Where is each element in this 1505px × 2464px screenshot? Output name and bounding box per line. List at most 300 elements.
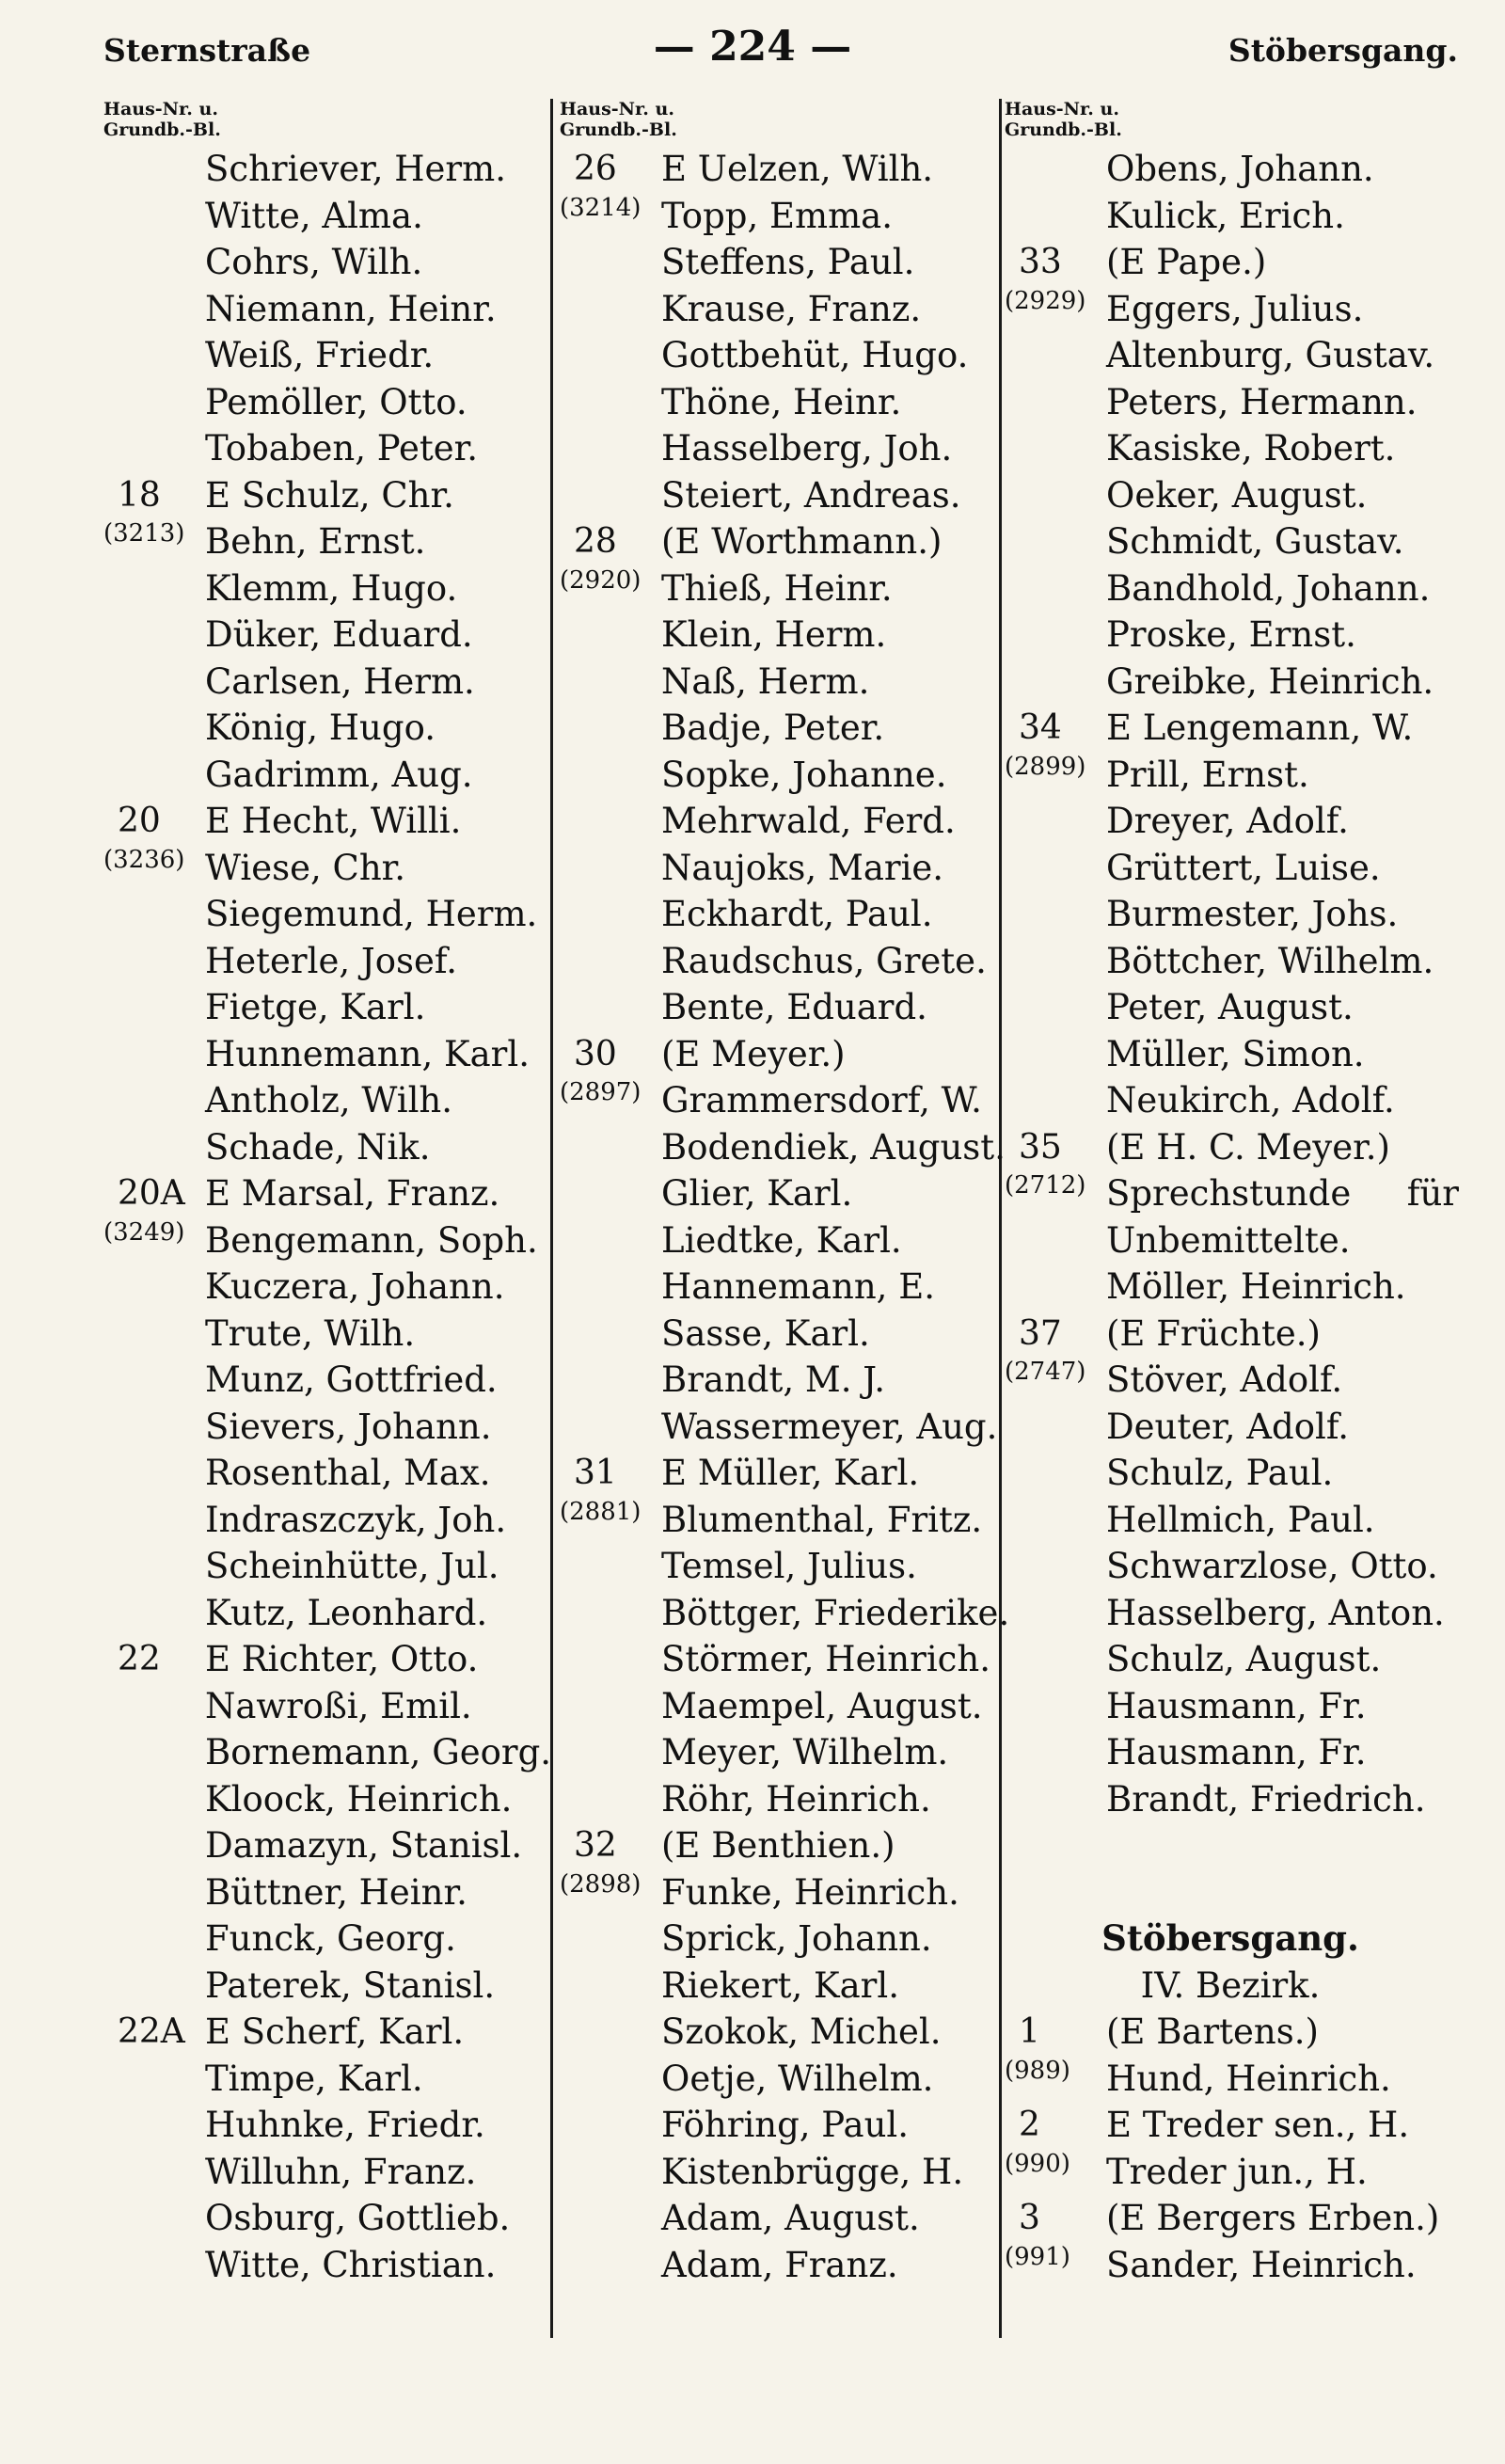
house-number: 30 xyxy=(574,1034,617,1073)
resident-name: Nawroßi, Emil. xyxy=(205,1685,472,1726)
directory-entry xyxy=(103,1264,555,1311)
register-number: (2920) xyxy=(560,565,642,595)
resident-name: E Uelzen, Wilh. xyxy=(661,149,934,189)
directory-entry xyxy=(1005,146,1475,193)
resident-name: Adam, Franz. xyxy=(661,2244,898,2285)
resident-name: Hausmann, Fr. xyxy=(1106,1685,1367,1726)
directory-entry xyxy=(560,845,1011,892)
directory-entry xyxy=(103,2009,555,2056)
resident-name: Meyer, Wilhelm. xyxy=(661,1732,949,1772)
directory-entry xyxy=(560,1683,1011,1730)
directory-entry xyxy=(103,332,555,379)
resident-name: Böttger, Friederike. xyxy=(661,1592,1010,1633)
resident-name: Düker, Eduard. xyxy=(205,614,473,655)
directory-entry xyxy=(103,1077,555,1124)
directory-entry xyxy=(1005,984,1475,1031)
house-number: 31 xyxy=(574,1454,617,1492)
resident-name: Indraszczyk, Joh. xyxy=(205,1499,507,1540)
resident-name: König, Hugo. xyxy=(205,707,436,748)
resident-name: Paterek, Stanisl. xyxy=(205,1964,496,2006)
district-heading xyxy=(1005,1963,1475,2010)
resident-name: Pemöller, Otto. xyxy=(205,381,467,422)
resident-name: Klein, Herm. xyxy=(661,614,887,655)
resident-name: Krause, Franz. xyxy=(661,288,922,329)
resident-name: Kistenbrügge, H. xyxy=(661,2151,964,2192)
directory-entry xyxy=(103,1916,555,1963)
directory-entry xyxy=(1005,2149,1475,2196)
column-header-line1: Haus-Nr. u. xyxy=(560,99,674,119)
resident-name: Szokok, Michel. xyxy=(661,2011,942,2052)
resident-name: Kulick, Erich. xyxy=(1106,195,1345,236)
header-street-start: Sternstraße xyxy=(103,32,311,69)
resident-name: Schade, Nik. xyxy=(205,1126,431,1168)
resident-name: Bodendiek, August. xyxy=(661,1126,1006,1168)
resident-name: Siegemund, Herm. xyxy=(205,894,538,934)
resident-name: Tobaben, Peter. xyxy=(205,428,479,469)
directory-entry xyxy=(1005,798,1475,845)
resident-name: Altenburg, Gustav. xyxy=(1106,335,1435,375)
register-number: (2929) xyxy=(1005,286,1086,315)
resident-name: E Lengemann, W. xyxy=(1106,707,1414,748)
resident-name: Grüttert, Luise. xyxy=(1106,847,1381,888)
name-part: Sprechstunde xyxy=(1106,1173,1352,1214)
directory-entry xyxy=(1005,2195,1475,2242)
resident-name: Blumenthal, Fritz. xyxy=(661,1499,983,1540)
directory-entry xyxy=(560,798,1011,845)
resident-name: Mehrwald, Ferd. xyxy=(661,801,956,841)
directory-entry xyxy=(1005,612,1475,659)
resident-name: Glier, Karl. xyxy=(661,1173,853,1214)
resident-name: Hund, Heinrich. xyxy=(1106,2058,1391,2099)
column-entries xyxy=(560,146,1011,2288)
directory-entry xyxy=(560,1170,1011,1217)
resident-name: Greibke, Heinrich. xyxy=(1106,660,1434,702)
directory-entry xyxy=(103,705,555,752)
resident-name: Funke, Heinrich. xyxy=(661,1871,959,1913)
house-number: 2 xyxy=(1019,2106,1040,2144)
directory-entry xyxy=(103,146,555,193)
resident-name: Sopke, Johanne. xyxy=(661,754,947,795)
resident-name: Deuter, Adolf. xyxy=(1106,1406,1349,1447)
directory-entry xyxy=(103,845,555,892)
directory-entry xyxy=(560,938,1011,985)
resident-name: Bengemann, Soph. xyxy=(205,1219,538,1261)
directory-entry xyxy=(560,612,1011,659)
directory-entry xyxy=(103,518,555,565)
directory-entry xyxy=(103,1776,555,1823)
directory-entry xyxy=(103,1636,555,1683)
resident-name: Sievers, Johann. xyxy=(205,1406,492,1447)
resident-name: Wiese, Chr. xyxy=(205,847,406,888)
resident-name: (E Worthmann.) xyxy=(661,521,943,562)
resident-name: Prill, Ernst. xyxy=(1106,754,1309,795)
directory-entry xyxy=(1005,425,1475,472)
register-number: (989) xyxy=(1005,2056,1070,2085)
resident-name: Hunnemann, Karl. xyxy=(205,1033,530,1074)
directory-entry xyxy=(103,1963,555,2010)
page-number: — 224 — xyxy=(653,23,852,71)
resident-name: Naujoks, Marie. xyxy=(661,847,944,888)
directory-entry xyxy=(103,1822,555,1869)
directory-entry xyxy=(560,2242,1011,2289)
resident-name: Thöne, Heinr. xyxy=(661,381,902,422)
directory-entry xyxy=(560,193,1011,240)
resident-name: Hellmich, Paul. xyxy=(1106,1499,1375,1540)
directory-entry xyxy=(103,1543,555,1590)
directory-entry xyxy=(560,425,1011,472)
resident-name: (E Meyer.) xyxy=(661,1033,846,1074)
resident-name: E Müller, Karl. xyxy=(661,1453,920,1493)
resident-name: Adam, August. xyxy=(661,2198,920,2238)
directory-entry xyxy=(560,1217,1011,1264)
directory-entry xyxy=(1005,332,1475,379)
resident-name: Möller, Heinrich. xyxy=(1106,1266,1406,1307)
resident-name: Neukirch, Adolf. xyxy=(1106,1080,1395,1121)
directory-entry xyxy=(103,612,555,659)
resident-name: Carlsen, Herm. xyxy=(205,660,475,702)
column-3 xyxy=(1005,99,1475,2288)
directory-entry xyxy=(560,332,1011,379)
resident-name: Kutz, Leonhard. xyxy=(205,1592,488,1633)
directory-entry xyxy=(560,286,1011,333)
resident-name: Proske, Ernst. xyxy=(1106,614,1356,655)
column-header-line1: Haus-Nr. u. xyxy=(1005,99,1119,119)
directory-entry xyxy=(103,2149,555,2196)
directory-entry xyxy=(1005,659,1475,706)
directory-entry xyxy=(103,984,555,1031)
directory-entry xyxy=(1005,845,1475,892)
directory-entry xyxy=(103,2102,555,2149)
resident-name: Klemm, Hugo. xyxy=(205,567,458,609)
directory-entry xyxy=(560,565,1011,612)
column-header xyxy=(103,99,555,146)
directory-entry xyxy=(103,1683,555,1730)
directory-entry xyxy=(1005,1776,1475,1823)
house-number: 22A xyxy=(118,2012,185,2051)
directory-entry xyxy=(103,1031,555,1078)
directory-entry xyxy=(560,1963,1011,2010)
resident-name: Osburg, Gottlieb. xyxy=(205,2198,511,2238)
directory-entry xyxy=(560,1636,1011,1683)
resident-name: Dreyer, Adolf. xyxy=(1106,801,1349,841)
register-number: (2899) xyxy=(1005,752,1086,781)
resident-name: Büttner, Heinr. xyxy=(205,1871,467,1913)
resident-name: Scheinhütte, Jul. xyxy=(205,1546,499,1586)
directory-entry xyxy=(1005,1264,1475,1311)
resident-name: E Hecht, Willi. xyxy=(205,801,462,841)
resident-name: Gottbehüt, Hugo. xyxy=(661,335,969,375)
directory-entry xyxy=(560,2009,1011,2056)
house-number: 22 xyxy=(118,1640,161,1678)
resident-name: Badje, Peter. xyxy=(661,707,885,748)
directory-entry xyxy=(560,2056,1011,2103)
resident-name: E Schulz, Chr. xyxy=(205,474,454,516)
resident-name: Topp, Emma. xyxy=(661,195,893,236)
directory-entry xyxy=(1005,193,1475,240)
directory-entry xyxy=(560,2195,1011,2242)
directory-entry xyxy=(1005,1683,1475,1730)
directory-entry xyxy=(1005,1543,1475,1590)
directory-entry xyxy=(103,752,555,799)
resident-name: Thieß, Heinr. xyxy=(661,567,893,609)
directory-entry xyxy=(560,472,1011,519)
resident-name: Sander, Heinrich. xyxy=(1106,2244,1417,2285)
house-number: 20A xyxy=(118,1174,185,1213)
column-2 xyxy=(560,99,1011,2288)
house-number: 34 xyxy=(1019,708,1062,747)
directory-entry xyxy=(103,1450,555,1497)
directory-entry xyxy=(560,705,1011,752)
resident-name: Brandt, Friedrich. xyxy=(1106,1778,1426,1820)
directory-entry xyxy=(560,1869,1011,1916)
resident-name: Wassermeyer, Aug. xyxy=(661,1406,998,1447)
directory-entry xyxy=(1005,1404,1475,1451)
directory-entry xyxy=(103,565,555,612)
resident-name: Schulz, Paul. xyxy=(1106,1453,1334,1493)
directory-entry xyxy=(103,286,555,333)
directory-entry xyxy=(1005,891,1475,938)
directory-entry xyxy=(1005,2242,1475,2289)
directory-entry xyxy=(103,1357,555,1404)
directory-entry xyxy=(103,1590,555,1637)
directory-entry xyxy=(560,1357,1011,1404)
directory-entry xyxy=(103,2242,555,2289)
directory-entry xyxy=(103,1311,555,1358)
section-heading xyxy=(1005,1916,1475,1963)
resident-name: Hasselberg, Joh. xyxy=(661,428,953,469)
resident-name: Schriever, Herm. xyxy=(205,149,506,189)
resident-name: Bente, Eduard. xyxy=(661,987,927,1027)
register-number: (3214) xyxy=(560,193,642,222)
resident-name: Steiert, Andreas. xyxy=(661,474,961,516)
resident-name: Oeker, August. xyxy=(1106,474,1368,516)
resident-name: Funck, Georg. xyxy=(205,1918,456,1959)
directory-entry xyxy=(560,659,1011,706)
resident-name: Riekert, Karl. xyxy=(661,1964,899,2006)
column-header xyxy=(1005,99,1475,146)
section-title: Stöbersgang. xyxy=(1101,1917,1359,1959)
resident-name: Hasselberg, Anton. xyxy=(1106,1592,1445,1633)
resident-name: Burmester, Johs. xyxy=(1106,894,1399,934)
column-1 xyxy=(103,99,555,2288)
resident-name: Naß, Herm. xyxy=(661,660,870,702)
resident-name: Liedtke, Karl. xyxy=(661,1219,902,1261)
directory-entry xyxy=(103,425,555,472)
resident-name: Obens, Johann. xyxy=(1106,149,1374,189)
directory-entry xyxy=(103,891,555,938)
resident-name: (E Benthien.) xyxy=(661,1825,895,1866)
resident-name: Huhnke, Friedr. xyxy=(205,2105,485,2145)
house-number: 28 xyxy=(574,522,617,561)
directory-entry xyxy=(1005,1031,1475,1078)
resident-name: Peter, August. xyxy=(1106,987,1354,1027)
directory-entry xyxy=(1005,2009,1475,2056)
house-number: 26 xyxy=(574,150,617,188)
resident-name: Weiß, Friedr. xyxy=(205,335,435,375)
resident-name: Müller, Simon. xyxy=(1106,1033,1365,1074)
resident-name: Damazyn, Stanisl. xyxy=(205,1825,523,1866)
resident-name: (E Bergers Erben.) xyxy=(1106,2198,1440,2238)
resident-name: Rosenthal, Max. xyxy=(205,1453,491,1493)
resident-name: Raudschus, Grete. xyxy=(661,940,987,981)
resident-name: Gadrimm, Aug. xyxy=(205,754,473,795)
resident-name: (E H. C. Meyer.) xyxy=(1106,1126,1390,1168)
directory-entry xyxy=(1005,1636,1475,1683)
directory-entry xyxy=(103,379,555,426)
directory-entry xyxy=(1005,1497,1475,1544)
directory-entry xyxy=(560,752,1011,799)
register-number: (3236) xyxy=(103,845,185,874)
resident-name: Kuczera, Johann. xyxy=(205,1266,505,1307)
house-number: 37 xyxy=(1019,1313,1062,1353)
resident-name: (E Pape.) xyxy=(1106,242,1267,282)
directory-entry xyxy=(1005,2102,1475,2149)
resident-name: Stöver, Adolf. xyxy=(1106,1359,1343,1400)
directory-entry xyxy=(560,1404,1011,1451)
resident-name: Schulz, August. xyxy=(1106,1639,1382,1679)
name-part: für xyxy=(1406,1173,1459,1214)
directory-entry xyxy=(1005,1077,1475,1124)
directory-entry xyxy=(103,1124,555,1171)
directory-entry xyxy=(560,1077,1011,1124)
resident-name: Föhring, Paul. xyxy=(661,2105,910,2145)
directory-entry xyxy=(103,2195,555,2242)
directory-entry xyxy=(103,938,555,985)
header-street-end: Stöbersgang. xyxy=(1228,32,1458,69)
directory-entry xyxy=(103,1404,555,1451)
resident-name: Munz, Gottfried. xyxy=(205,1359,498,1400)
resident-name: Störmer, Heinrich. xyxy=(661,1639,990,1679)
directory-entry xyxy=(103,1497,555,1544)
directory-entry xyxy=(560,1590,1011,1637)
directory-entry xyxy=(103,659,555,706)
resident-name: Hannemann, E. xyxy=(661,1266,935,1307)
resident-name: Unbemittelte. xyxy=(1106,1219,1351,1261)
resident-name: Röhr, Heinrich. xyxy=(661,1778,931,1820)
directory-entry xyxy=(103,2056,555,2103)
resident-name: Trute, Wilh. xyxy=(205,1312,416,1354)
column-entries xyxy=(103,146,555,2288)
directory-entry xyxy=(560,1543,1011,1590)
resident-name: Böttcher, Wilhelm. xyxy=(1106,940,1434,981)
resident-name: Niemann, Heinr. xyxy=(205,288,497,329)
resident-name: Hausmann, Fr. xyxy=(1106,1732,1367,1772)
directory-entry xyxy=(560,1264,1011,1311)
resident-name: Treder jun., H. xyxy=(1106,2151,1368,2192)
register-number: (990) xyxy=(1005,2149,1070,2178)
resident-name: Temsel, Julius. xyxy=(661,1546,917,1586)
resident-name: Brandt, M. J. xyxy=(661,1359,885,1400)
house-number: 32 xyxy=(574,1826,617,1865)
register-number: (3249) xyxy=(103,1217,185,1247)
register-number: (2747) xyxy=(1005,1358,1086,1386)
directory-entry xyxy=(1005,1170,1475,1217)
directory-entry xyxy=(560,1776,1011,1823)
resident-name: Kasiske, Robert. xyxy=(1106,428,1396,469)
column-entries xyxy=(1005,146,1475,2288)
directory-entry xyxy=(1005,1357,1475,1404)
blank-line xyxy=(1005,1822,1475,1869)
resident-name: Heterle, Josef. xyxy=(205,940,457,981)
directory-entry xyxy=(1005,565,1475,612)
column-header-line2: Grundb.-Bl. xyxy=(103,119,221,140)
resident-name: Bornemann, Georg. xyxy=(205,1732,552,1772)
resident-name xyxy=(1106,1170,1459,1217)
directory-entry xyxy=(1005,286,1475,333)
page-header xyxy=(0,23,1505,79)
house-number: 3 xyxy=(1019,2199,1040,2237)
resident-name: Fietge, Karl. xyxy=(205,987,426,1027)
resident-name: Oetje, Wilhelm. xyxy=(661,2058,934,2099)
directory-entry xyxy=(1005,752,1475,799)
directory-entry xyxy=(1005,1729,1475,1776)
resident-name: Maempel, August. xyxy=(661,1685,983,1726)
resident-name: Timpe, Karl. xyxy=(205,2058,423,2099)
register-number: (2897) xyxy=(560,1078,642,1106)
resident-name: Kloock, Heinrich. xyxy=(205,1778,513,1820)
resident-name: Sasse, Karl. xyxy=(661,1312,870,1354)
register-number: (991) xyxy=(1005,2242,1070,2271)
directory-entry xyxy=(103,193,555,240)
house-number: 33 xyxy=(1019,243,1062,281)
directory-entry xyxy=(1005,1450,1475,1497)
resident-name: Steffens, Paul. xyxy=(661,242,915,282)
blank-line xyxy=(1005,1869,1475,1916)
resident-name: (E Bartens.) xyxy=(1106,2011,1319,2052)
resident-name: Sprick, Johann. xyxy=(661,1918,932,1959)
resident-name: Grammersdorf, W. xyxy=(661,1080,982,1121)
directory-entry xyxy=(560,1124,1011,1171)
resident-name: E Marsal, Franz. xyxy=(205,1173,500,1214)
directory-entry xyxy=(1005,1217,1475,1264)
district-label: IV. Bezirk. xyxy=(1140,1964,1321,2006)
register-number: (3213) xyxy=(103,519,185,548)
directory-entry xyxy=(1005,518,1475,565)
directory-entry xyxy=(1005,2056,1475,2103)
resident-name: E Richter, Otto. xyxy=(205,1639,479,1679)
directory-entry xyxy=(560,1916,1011,1963)
resident-name: E Treder sen., H. xyxy=(1106,2105,1410,2145)
resident-name: Antholz, Wilh. xyxy=(205,1080,453,1121)
directory-entry xyxy=(103,1869,555,1916)
resident-name: E Scherf, Karl. xyxy=(205,2011,465,2052)
resident-name: Willuhn, Franz. xyxy=(205,2151,477,2192)
resident-name: Witte, Christian. xyxy=(205,2244,497,2285)
register-number: (2881) xyxy=(560,1497,642,1526)
house-number: 35 xyxy=(1019,1127,1062,1167)
column-header xyxy=(560,99,1011,146)
column-header-line2: Grundb.-Bl. xyxy=(560,119,677,140)
resident-name: Witte, Alma. xyxy=(205,195,423,236)
directory-entry xyxy=(560,2149,1011,2196)
directory-entry xyxy=(560,1311,1011,1358)
directory-entry xyxy=(1005,1590,1475,1637)
register-number: (2898) xyxy=(560,1869,642,1899)
directory-entry xyxy=(560,984,1011,1031)
directory-entry xyxy=(1005,379,1475,426)
register-number: (2712) xyxy=(1005,1171,1086,1200)
directory-entry xyxy=(103,1217,555,1264)
directory-entry xyxy=(560,1497,1011,1544)
house-number: 18 xyxy=(118,475,161,515)
directory-entry xyxy=(103,239,555,286)
directory-entry xyxy=(103,1729,555,1776)
resident-name: Bandhold, Johann. xyxy=(1106,567,1431,609)
resident-name: Schwarzlose, Otto. xyxy=(1106,1546,1438,1586)
directory-entry xyxy=(560,379,1011,426)
resident-name: Cohrs, Wilh. xyxy=(205,242,423,282)
resident-name: Peters, Hermann. xyxy=(1106,381,1418,422)
